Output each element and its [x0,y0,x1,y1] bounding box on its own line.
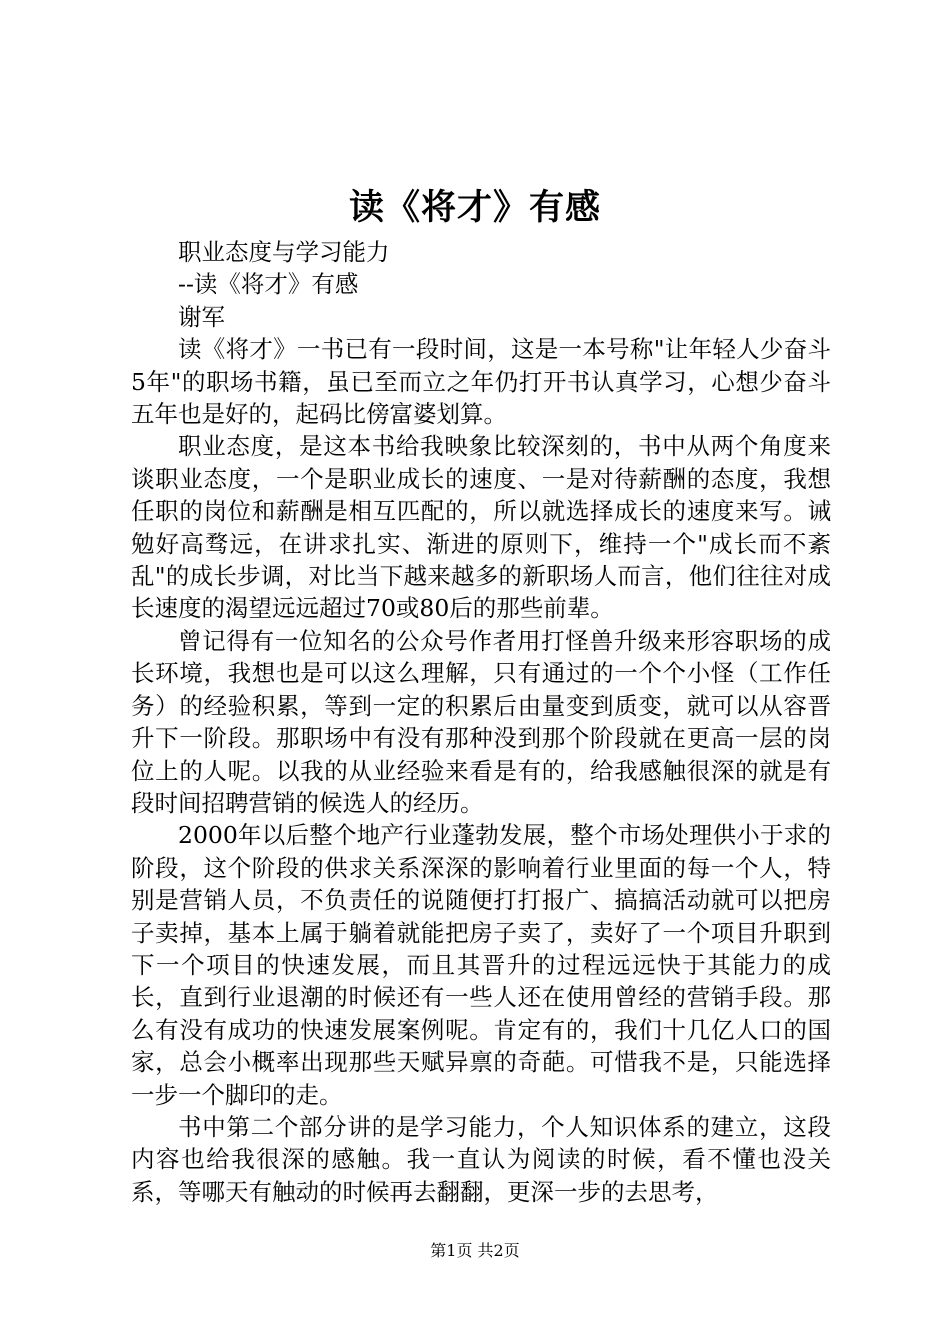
document-title: 读《将才》有感 [348,187,601,228]
body-paragraph: 曾记得有一位知名的公众号作者用打怪兽升级来形容职场的成长环境，我想也是可以这么理解，只有通过的一个个小怪（工作任务）的经验积累，等到一定的积累后由量变到质变，就可以从容晋升下一阶段。那职场中有没有那种没到那个阶段就在更高一层的岗位上的人呢。以我的从业经验来看是有的，给我感触很深的就是有段时间招聘营销的候选人的经历。 [131,626,831,817]
body-paragraph: 书中第二个部分讲的是学习能力，个人知识体系的建立，这段内容也给我很深的感触。我一直认为阅读的时候，看不懂也没关系，等哪天有触动的时候再去翻翻，更深一步的去思考， [131,1112,831,1206]
body-paragraph: 职业态度，是这本书给我映象比较深刻的，书中从两个角度来谈职业态度，一个是职业成长的速度、一是对待薪酬的态度，我想任职的岗位和薪酬是相互匹配的，所以就选择成长的速度来写。诫勉好高骛远，在讲求扎实、渐进的原则下，维持一个"成长而不紊乱"的成长步调，对比当下越来越多的新职场人而言，他们往往对成长速度的渴望远远超过70或80后的那些前辈。 [131,432,831,623]
page-footer: 第1页 共2页 [430,1241,520,1260]
body-paragraph: 读《将才》一书已有一段时间，这是一本号称"让年轻人少奋斗5年"的职场书籍，虽已至而立之年仍打开书认真学习，心想少奋斗五年也是好的，起码比傍富婆划算。 [131,335,831,429]
subtitle-line: 职业态度与学习能力 [178,238,390,266]
subtitle-source-line: --读《将才》有感 [178,270,359,299]
document-body [131,236,831,1208]
body-paragraph: 2000年以后整个地产行业蓬勃发展，整个市场处理供小于求的阶段，这个阶段的供求关系深深的影响着行业里面的每一个人，特别是营销人员，不负责任的说随便打打报广、搞搞活动就可以把房子卖掉，基本上属于躺着就能把房子卖了，卖好了一个项目升职到下一个项目的快速发展，而且其晋升的过程远远快于其能力的成长，直到行业退潮的时候还有一些人还在使用曾经的营销手段。那么有没有成功的快速发展案例呢。肯定有的，我们十几亿人口的国家，总会小概率出现那些天赋异禀的奇葩。可惜我不是，只能选择一步一个脚印的走。 [131,821,831,1109]
author-line: 谢军 [178,302,225,331]
